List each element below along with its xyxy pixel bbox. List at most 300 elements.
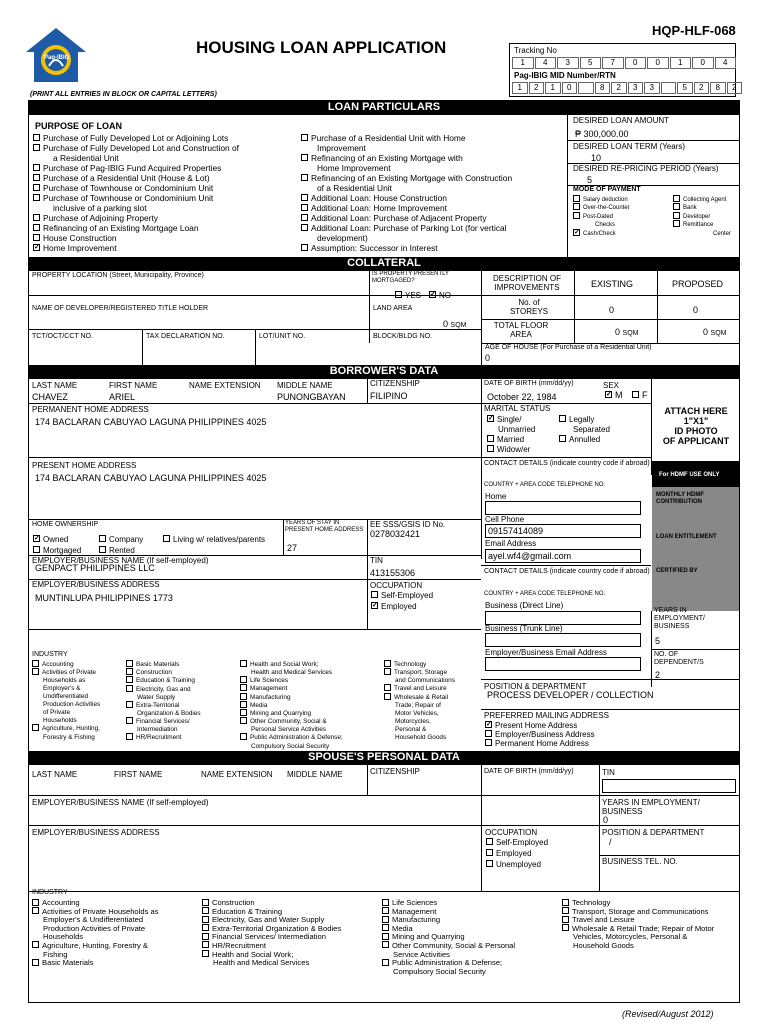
checklist-item[interactable] (573, 204, 630, 212)
checkbox[interactable] (382, 916, 389, 923)
owned-option[interactable]: ✓Owned (33, 535, 68, 544)
checklist-item[interactable] (487, 435, 535, 445)
industry-label: Water Supply (137, 693, 176, 701)
industry-item[interactable] (240, 710, 343, 718)
checklist-item[interactable] (573, 196, 630, 204)
checkbox[interactable] (126, 676, 133, 683)
hdmf-use-label: For HDMF USE ONLY (659, 472, 720, 478)
checklist-item[interactable] (301, 193, 512, 203)
checkbox[interactable] (382, 959, 389, 966)
checkbox[interactable] (562, 899, 569, 906)
checkbox[interactable] (240, 701, 247, 708)
cell-phone-input[interactable]: 09157414089 (485, 524, 641, 538)
industry-label: Manufacturing (250, 693, 291, 701)
trunk-line-input[interactable] (485, 633, 641, 647)
checkbox[interactable] (573, 212, 580, 219)
checkbox[interactable] (485, 730, 492, 737)
perm-address[interactable]: 174 BACLARAN CABUYAO LAGUNA PHILIPPINES 4025 (35, 417, 267, 427)
loan-term[interactable]: 10 (591, 153, 602, 163)
checklist-item[interactable] (301, 223, 512, 233)
checkbox[interactable] (487, 435, 494, 442)
sp-empaddr-label: EMPLOYER/BUSINESS ADDRESS (32, 828, 160, 837)
industry-item[interactable] (240, 677, 343, 685)
checklist-item[interactable] (673, 196, 731, 204)
mortgaged-no[interactable]: ✓ NO (429, 291, 451, 300)
checklist-label: Over-the-Counter (583, 205, 630, 212)
checklist-item[interactable] (673, 213, 731, 221)
checklist-item[interactable] (33, 233, 239, 243)
checkbox[interactable] (126, 685, 133, 692)
checklist-item[interactable] (33, 173, 239, 183)
contact2-label: CONTACT DETAILS (indicate country code if abroad) (484, 568, 650, 575)
self-employed-option[interactable]: Self-Employed (371, 591, 433, 600)
employed-checkbox[interactable] (371, 602, 378, 609)
block-label: BLOCK/BLDG NO. (373, 333, 433, 340)
digit-box[interactable]: 0 (692, 57, 714, 69)
digit-box[interactable]: 3 (628, 82, 644, 94)
checklist-label: Annulled (569, 435, 601, 444)
home-phone-input[interactable] (485, 501, 641, 515)
checkbox[interactable] (487, 445, 494, 452)
purpose-header: PURPOSE OF LOAN (35, 121, 123, 131)
sp-unemployed-checkbox[interactable] (486, 860, 493, 867)
industry-item (32, 734, 100, 742)
checkbox[interactable] (32, 724, 39, 731)
digit-box[interactable]: 2 (529, 82, 545, 94)
sex-m[interactable]: ✓M (605, 390, 623, 400)
checkbox[interactable] (240, 676, 247, 683)
checkbox[interactable] (384, 693, 391, 700)
checklist-item (301, 183, 512, 193)
years-employment[interactable]: 5 (655, 636, 661, 646)
tracking-digits (512, 57, 737, 69)
digit-box[interactable]: 0 (625, 57, 647, 69)
digit-box[interactable]: 7 (602, 57, 624, 69)
checkbox[interactable] (33, 164, 40, 171)
checklist-item[interactable] (33, 163, 239, 173)
checklist-item[interactable] (301, 173, 512, 183)
sss[interactable]: 0278032421 (370, 529, 421, 539)
digit-box[interactable]: 2 (727, 82, 743, 94)
sp-biztel-label: BUSINESS TEL. NO. (602, 857, 678, 866)
digit-box[interactable]: 0 (562, 82, 578, 94)
floor-proposed[interactable]: 0 SQM (703, 327, 727, 337)
checkbox[interactable] (33, 194, 40, 201)
sp-position[interactable]: / (609, 837, 612, 847)
checkbox[interactable] (240, 709, 247, 716)
checkbox[interactable] (33, 234, 40, 241)
storeys-proposed[interactable]: 0 (693, 305, 699, 315)
biz-email-label: Employer/Business Email Address (485, 648, 607, 657)
checklist-item[interactable] (301, 213, 512, 223)
checkbox[interactable] (384, 684, 391, 691)
checklist-item[interactable] (487, 415, 535, 425)
digit-box[interactable]: 3 (557, 57, 579, 69)
industry-item[interactable] (384, 685, 455, 693)
industry-item[interactable] (240, 694, 343, 702)
checkbox[interactable] (126, 701, 133, 708)
checkbox[interactable] (202, 907, 209, 914)
rented-checkbox[interactable] (99, 546, 106, 553)
checkbox[interactable] (562, 924, 569, 931)
checkbox[interactable] (382, 933, 389, 940)
checkbox[interactable] (33, 224, 40, 231)
industry-label: Transport, Storage (394, 669, 448, 677)
industry-item[interactable] (126, 669, 201, 677)
checklist-item (301, 143, 512, 153)
ext-label: NAME EXTENSION (189, 381, 261, 390)
checklist-item[interactable] (33, 143, 239, 153)
digit-box[interactable]: 2 (694, 82, 710, 94)
industry-item[interactable] (32, 725, 100, 733)
checkbox[interactable] (382, 941, 389, 948)
checkbox[interactable] (32, 660, 39, 667)
checklist-item[interactable] (301, 153, 512, 163)
checkbox[interactable] (126, 660, 133, 667)
checklist-item[interactable] (301, 243, 512, 253)
owned-checkbox[interactable] (33, 535, 40, 542)
checkbox[interactable] (33, 214, 40, 221)
sp-self-employed[interactable]: Self-Employed (486, 838, 548, 847)
company-checkbox[interactable] (99, 535, 106, 542)
checklist-label: Purchase of Fully Developed Lot or Adjoining Lots (43, 133, 229, 143)
tin-label: TIN (370, 556, 383, 565)
sp-tin-input[interactable] (602, 779, 736, 793)
living-option[interactable]: Living w/ relatives/parents (163, 535, 265, 544)
checkbox[interactable] (126, 733, 133, 740)
checkbox[interactable] (240, 717, 247, 724)
checkbox[interactable] (126, 717, 133, 724)
position[interactable]: PROCESS DEVELOPER / COLLECTION (487, 690, 654, 700)
digit-box[interactable]: 1 (545, 82, 561, 94)
empaddr[interactable]: MUNTINLUPA PHILIPPINES 1773 (35, 593, 173, 603)
mid-label: Pag-IBIG MID Number/RTN (514, 71, 616, 80)
checkbox[interactable] (240, 733, 247, 740)
digit-box[interactable] (578, 82, 594, 94)
checkbox[interactable] (301, 174, 308, 181)
industry-label: Service Activities (393, 949, 450, 959)
sp-self-employed-checkbox[interactable] (486, 838, 493, 845)
checkbox[interactable] (562, 916, 569, 923)
sp-unemployed[interactable]: Unemployed (486, 860, 541, 869)
industry-item[interactable] (126, 718, 201, 726)
repricing-label: DESIRED RE-PRICING PERIOD (Years) (573, 164, 719, 173)
storeys-existing[interactable]: 0 (609, 305, 615, 315)
checklist-label: Cash/Check (583, 230, 616, 237)
checklist-item[interactable] (33, 213, 239, 223)
industry-item (32, 693, 100, 701)
checkbox[interactable] (33, 184, 40, 191)
checkbox[interactable] (33, 134, 40, 141)
checkbox[interactable] (301, 244, 308, 251)
checkbox[interactable] (673, 212, 680, 219)
checklist-item[interactable] (33, 223, 239, 233)
checkbox[interactable] (202, 924, 209, 931)
checklist-label: Bank (683, 205, 697, 212)
land-area[interactable]: 0 SQM (443, 319, 467, 329)
industry-label: Financial Services/ (136, 718, 190, 726)
female-checkbox[interactable] (632, 391, 639, 398)
industry-label: Technology (394, 661, 427, 669)
existing-label: EXISTING (591, 279, 634, 289)
checkbox[interactable] (382, 907, 389, 914)
checklist-label: Remittance (683, 222, 714, 229)
checkbox[interactable] (485, 739, 492, 746)
checkbox[interactable] (202, 899, 209, 906)
checkbox[interactable] (301, 154, 308, 161)
sex-f[interactable]: F (632, 390, 648, 400)
checkbox[interactable] (384, 660, 391, 667)
proposed-label: PROPOSED (672, 279, 724, 289)
checkbox[interactable] (33, 144, 40, 151)
industry-item[interactable] (126, 702, 201, 710)
employed-option[interactable]: ✓Employed (371, 602, 417, 611)
digit-box[interactable]: 1 (512, 57, 534, 69)
industry-item (126, 694, 201, 702)
digit-box[interactable]: 0 (647, 57, 669, 69)
tax-label: TAX DECLARATION NO. (146, 333, 225, 340)
industry-item[interactable] (126, 677, 201, 685)
industry-label: Agriculture, Hunting, (42, 725, 100, 733)
industry-item (562, 942, 714, 951)
checkbox[interactable] (240, 684, 247, 691)
industry-label: Other Community, Social & (250, 718, 327, 726)
rented-option[interactable]: Rented (99, 546, 135, 555)
checkbox[interactable] (382, 899, 389, 906)
industry-label: Trade; Repair of (395, 701, 441, 709)
digit-box[interactable] (661, 82, 677, 94)
email-input[interactable]: ayel.wf4@gmail.com (485, 549, 641, 563)
digit-box[interactable]: 4 (715, 57, 737, 69)
spouse-industry (32, 899, 737, 999)
industry-label: Manufacturing (392, 915, 441, 925)
industry-item[interactable] (240, 734, 343, 742)
checklist-item[interactable] (673, 204, 731, 212)
checkbox[interactable] (240, 693, 247, 700)
industry-item (202, 959, 341, 968)
checkbox[interactable] (32, 668, 39, 675)
checklist-label: Single/ (497, 415, 522, 424)
checkbox[interactable] (382, 924, 389, 931)
mortgaged-option[interactable]: Mortgaged (33, 546, 81, 555)
age[interactable]: 0 (485, 353, 491, 363)
checklist-item[interactable] (33, 183, 239, 193)
checkbox[interactable] (673, 203, 680, 210)
checklist-label: Legally (569, 415, 595, 424)
dependents[interactable]: 2 (655, 670, 661, 680)
industry-item[interactable] (32, 661, 100, 669)
checklist-item[interactable] (487, 445, 535, 455)
digit-box[interactable]: 3 (644, 82, 660, 94)
sp-first-label: FIRST NAME (114, 770, 163, 779)
industry-label: Personal & (395, 725, 427, 733)
checkbox[interactable] (240, 660, 247, 667)
checkbox[interactable] (301, 224, 308, 231)
checkbox[interactable] (32, 941, 39, 948)
checklist-item[interactable] (559, 415, 610, 425)
checklist-item[interactable] (559, 435, 610, 445)
industry-label: Mining and Quarrying (392, 932, 465, 942)
checklist-label: Home Improvement (43, 243, 117, 253)
industry-item (32, 709, 100, 717)
industry-item[interactable] (32, 669, 100, 677)
industry-label: Basic Materials (42, 958, 94, 968)
checkbox[interactable] (673, 195, 680, 202)
checkbox[interactable] (32, 899, 39, 906)
checkbox[interactable] (301, 134, 308, 141)
floor-existing[interactable]: 0 SQM (615, 327, 639, 337)
checklist-item[interactable] (33, 243, 239, 253)
checkbox[interactable] (32, 959, 39, 966)
industry-label: Public Administration & Defense; (392, 958, 503, 968)
industry-label: Travel and Leisure (572, 915, 635, 925)
checkbox[interactable] (202, 950, 209, 957)
checklist-item[interactable] (673, 221, 731, 229)
sp-years[interactable]: 0 (603, 815, 609, 825)
industry-item[interactable] (126, 661, 201, 669)
land-area-label: LAND AREA (373, 305, 413, 312)
industry-label: Health and Social Work; (212, 949, 294, 959)
first-name[interactable]: ARIEL (109, 392, 136, 402)
industry-label: Mining and Quarrying (250, 710, 312, 718)
digit-box[interactable]: 8 (710, 82, 726, 94)
checklist-item[interactable] (485, 721, 595, 730)
checklist-item[interactable] (33, 193, 239, 203)
checklist-item[interactable] (33, 133, 239, 143)
direct-line-input[interactable] (485, 611, 641, 625)
mortgaged-checkbox[interactable] (33, 546, 40, 553)
checkbox[interactable] (33, 244, 40, 251)
checkbox[interactable] (301, 194, 308, 201)
industry-label: Motorcycles, (395, 717, 431, 725)
checkbox[interactable] (32, 907, 39, 914)
industry-item[interactable] (384, 669, 455, 677)
digit-box[interactable]: 8 (595, 82, 611, 94)
sp-employed-checkbox[interactable] (486, 849, 493, 856)
checklist-label: House Construction (43, 233, 117, 243)
industry-item[interactable] (126, 686, 201, 694)
form-code: HQP-HLF-068 (652, 23, 736, 38)
loan-amount[interactable]: ₱ 300,000.00 (575, 129, 629, 139)
middle-name[interactable]: PUNONGBAYAN (277, 392, 346, 402)
marital-list (487, 415, 535, 455)
digit-box[interactable]: 5 (677, 82, 693, 94)
living-checkbox[interactable] (163, 535, 170, 542)
repricing[interactable]: 5 (587, 175, 593, 185)
industry-column (382, 899, 515, 976)
checklist-item[interactable] (301, 203, 512, 213)
industry-label: Management (250, 685, 288, 693)
industry-item[interactable] (32, 959, 159, 968)
present-address[interactable]: 174 BACLARAN CABUYAO LAGUNA PHILIPPINES 4025 (35, 473, 267, 483)
checklist-label: Purchase of Townhouse or Condominium Unit (43, 193, 214, 203)
industry-label: Production Activities of Private (43, 923, 146, 933)
checkbox[interactable] (301, 214, 308, 221)
checkbox[interactable] (202, 916, 209, 923)
checklist-item[interactable] (485, 739, 595, 748)
checkbox[interactable] (487, 415, 494, 422)
male-checkbox[interactable] (605, 391, 612, 398)
employer[interactable]: GENPACT PHILIPPINES LLC (35, 563, 155, 573)
checkbox[interactable] (384, 668, 391, 675)
sex-label: SEX (603, 381, 620, 390)
checkbox[interactable] (573, 203, 580, 210)
industry-label: Health and Medical Services (251, 669, 332, 677)
industry-item[interactable] (126, 734, 201, 742)
empaddr-label: EMPLOYER/BUSINESS ADDRESS (32, 580, 160, 589)
checklist-item[interactable] (301, 133, 512, 143)
checkbox[interactable] (202, 941, 209, 948)
digit-box[interactable]: 5 (580, 57, 602, 69)
years-stay[interactable]: 27 (287, 543, 298, 553)
checklist-label: of a Residential Unit (317, 183, 392, 193)
digit-box[interactable]: 1 (512, 82, 528, 94)
sp-employed[interactable]: Employed (486, 849, 532, 858)
marital-label: MARITAL STATUS (484, 404, 551, 413)
digit-box[interactable]: 1 (670, 57, 692, 69)
industry-label: and Communications (395, 677, 456, 685)
dob-label: DATE OF BIRTH (mm/dd/yy) (484, 380, 574, 387)
industry-item[interactable] (240, 661, 343, 669)
tin[interactable]: 413155306 (370, 568, 416, 578)
digit-box[interactable]: 2 (611, 82, 627, 94)
industry-item[interactable] (240, 718, 343, 726)
sp-middle-label: MIDDLE NAME (287, 770, 343, 779)
industry-label: Activities of Private Households as (42, 906, 159, 916)
industry-item[interactable] (384, 661, 455, 669)
checkbox[interactable] (562, 907, 569, 914)
checkbox[interactable] (559, 435, 566, 442)
checkbox[interactable] (301, 204, 308, 211)
contact-label: CONTACT DETAILS (indicate country code if abroad) (484, 460, 650, 467)
industry-item (126, 710, 201, 718)
present-label: PRESENT HOME ADDRESS (32, 461, 137, 470)
checkbox[interactable] (573, 229, 580, 236)
citizenship[interactable]: FILIPINO (370, 391, 408, 401)
checkbox[interactable] (126, 668, 133, 675)
sp-last-label: LAST NAME (32, 770, 78, 779)
self-employed-checkbox[interactable] (371, 591, 378, 598)
industry-label: Compulsory Social Security (251, 742, 330, 750)
industry-label: Education & Training (136, 677, 195, 685)
checkbox[interactable] (559, 415, 566, 422)
checkbox[interactable] (573, 195, 580, 202)
checkbox[interactable] (485, 721, 492, 728)
industry-label: Construction (212, 898, 255, 907)
tct-label: TCT/OCT/CCT NO. (32, 333, 93, 340)
checklist-item[interactable] (573, 213, 630, 221)
digit-box[interactable]: 4 (535, 57, 557, 69)
lot-label: LOT/UNIT NO. (259, 333, 306, 340)
mortgaged-yes[interactable]: YES (395, 291, 421, 300)
checklist-label: Improvement (317, 143, 366, 153)
industry-item[interactable] (240, 685, 343, 693)
last-name[interactable]: CHAVEZ (32, 392, 68, 402)
industry-column (32, 899, 159, 968)
biz-email-input[interactable] (485, 657, 641, 671)
company-option[interactable]: Company (99, 535, 143, 544)
dob[interactable]: October 22, 1984 (487, 392, 557, 402)
checkbox[interactable] (202, 933, 209, 940)
industry-item[interactable] (240, 702, 343, 710)
checklist-item[interactable] (485, 730, 595, 739)
industry-label: Forestry & Fishing (43, 733, 95, 741)
checkbox[interactable] (33, 174, 40, 181)
checkbox[interactable] (673, 220, 680, 227)
checklist-item[interactable] (573, 230, 630, 238)
industry-item[interactable] (384, 694, 455, 702)
industry-label: Households (43, 932, 84, 942)
